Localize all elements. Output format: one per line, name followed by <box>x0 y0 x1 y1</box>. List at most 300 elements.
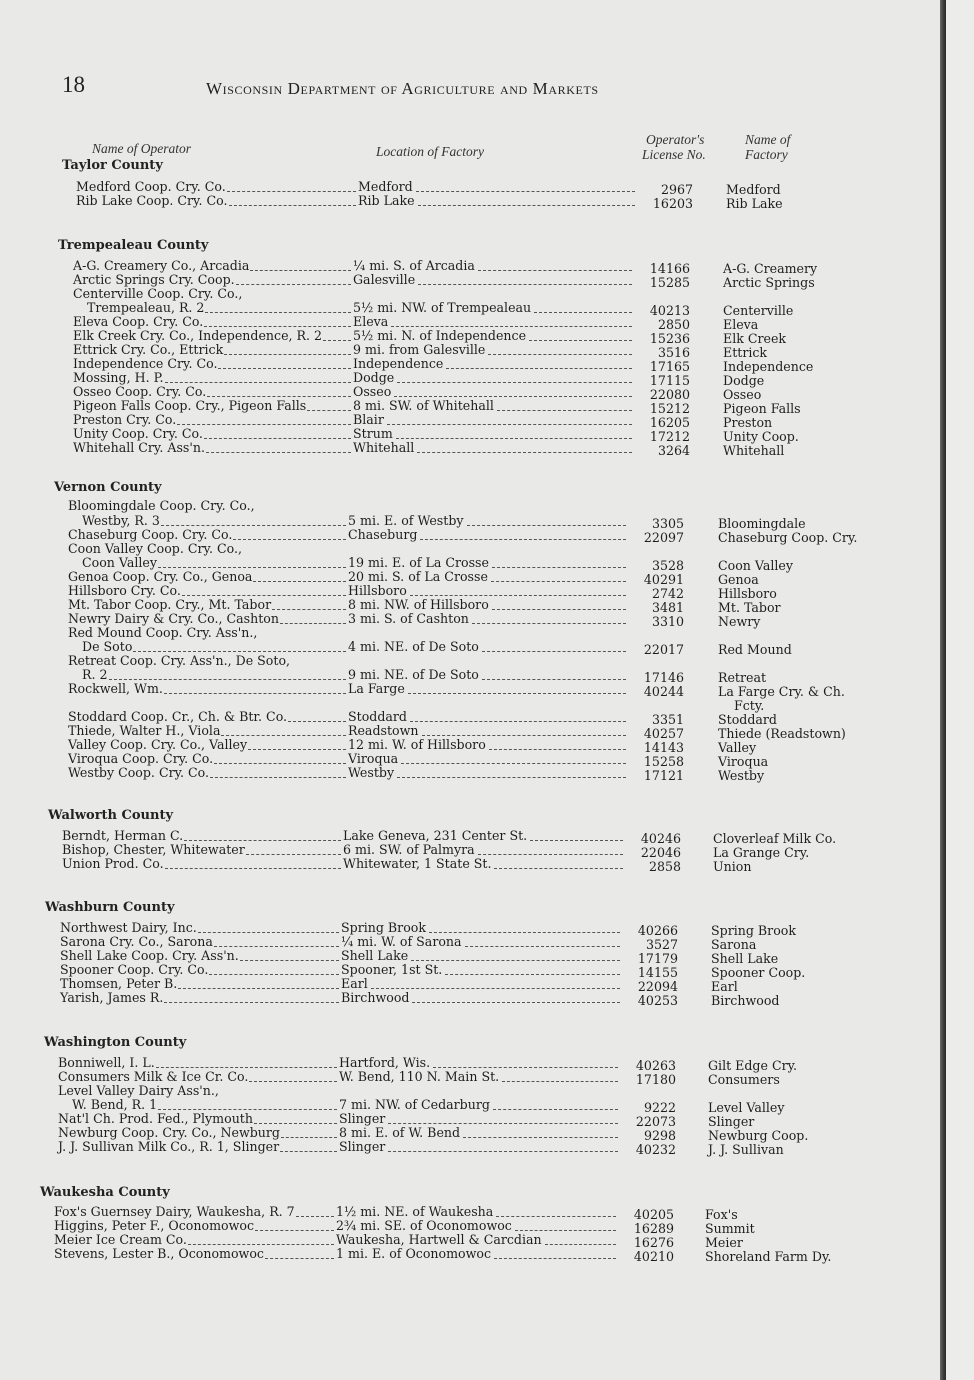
factory-name: Red Mound <box>718 642 792 657</box>
license-number: 22046 <box>640 845 681 860</box>
dot-leader <box>467 524 626 526</box>
dot-leader <box>246 853 341 855</box>
operator-name: Whitehall Cry. Ass'n. <box>73 440 205 455</box>
header-factory-2: Factory <box>745 147 788 162</box>
license-number: 17165 <box>649 359 690 374</box>
county-heading: Washington County <box>44 1035 187 1050</box>
license-number: 9222 <box>643 1100 676 1115</box>
operator-name-cont: De Soto <box>82 639 133 654</box>
factory-location: Eleva <box>353 315 391 329</box>
dot-leader <box>209 973 339 975</box>
factory-location: Westby <box>348 766 397 780</box>
factory-location: 5½ mi. N. of Independence <box>353 329 529 343</box>
dot-leader <box>280 622 346 624</box>
factory-name: Cloverleaf Milk Co. <box>713 831 837 846</box>
dot-leader <box>445 973 620 975</box>
factory-location: Hillsboro <box>348 584 410 598</box>
license-number: 3481 <box>651 600 684 615</box>
county-heading: Vernon County <box>54 480 162 495</box>
factory-location: 1½ mi. NE. of Waukesha <box>336 1205 496 1219</box>
dot-leader <box>164 692 346 694</box>
factory-name: Sarona <box>711 937 757 952</box>
factory-location: 9 mi. from Galesville <box>353 343 488 357</box>
dot-leader <box>323 339 351 341</box>
license-number: 16205 <box>649 415 690 430</box>
license-number: 40232 <box>635 1142 676 1157</box>
factory-location: Whitewater, 1 State St. <box>343 857 494 871</box>
license-number: 15285 <box>649 275 690 290</box>
dot-leader <box>109 678 346 680</box>
license-number: 3305 <box>651 516 684 531</box>
license-number: 40253 <box>637 993 678 1008</box>
dot-leader <box>396 437 632 439</box>
dot-leader <box>492 608 626 610</box>
factory-location: Slinger <box>339 1140 388 1154</box>
license-number: 16203 <box>652 196 693 211</box>
factory-location: Birchwood <box>341 991 412 1005</box>
factory-location: 19 mi. E. of La Crosse <box>348 556 492 570</box>
license-number: 22017 <box>643 642 684 657</box>
county-heading: Trempealeau County <box>58 238 209 253</box>
factory-name: Birchwood <box>711 993 780 1008</box>
dot-leader <box>478 853 623 855</box>
license-number: 3516 <box>657 345 690 360</box>
dot-leader <box>224 353 351 355</box>
dot-leader <box>417 451 632 453</box>
operator-name: Coon Valley Coop. Cry. Co., <box>68 541 242 556</box>
dot-leader <box>177 423 351 425</box>
header-factory-1: Name of <box>745 132 791 147</box>
operator-name: Red Mound Coop. Cry. Ass'n., <box>68 625 258 640</box>
operator-name: Fox's Guernsey Dairy, Waukesha, R. 7 <box>54 1204 295 1219</box>
license-number: 2967 <box>660 182 693 197</box>
factory-location: Whitehall <box>353 441 417 455</box>
dot-leader <box>465 945 620 947</box>
factory-location: 8 mi. SW. of Whitehall <box>353 399 497 413</box>
factory-location: 9 mi. NE. of De Soto <box>348 668 482 682</box>
factory-name: A-G. Creamery <box>723 261 818 276</box>
factory-name: Shoreland Farm Dy. <box>705 1249 832 1264</box>
operator-name: Independence Cry. Co. <box>73 356 218 371</box>
operator-name: Northwest Dairy, Inc. <box>60 920 197 935</box>
dot-leader <box>387 423 632 425</box>
factory-name: Coon Valley <box>718 558 793 573</box>
factory-name: Stoddard <box>718 712 777 727</box>
license-number: 3351 <box>651 712 684 727</box>
license-number: 17115 <box>649 373 690 388</box>
operator-name: Hillsboro Cry. Co. <box>68 583 181 598</box>
factory-name: La Grange Cry. <box>713 845 810 860</box>
factory-location: 6 mi. SW. of Palmyra <box>343 843 478 857</box>
dot-leader <box>418 204 635 206</box>
factory-location: Dodge <box>353 371 397 385</box>
operator-name: Newry Dairy & Cry. Co., Cashton <box>68 611 279 626</box>
factory-location: Galesville <box>353 273 418 287</box>
factory-name: Union <box>713 859 752 874</box>
factory-location: 8 mi. E. of W. Bend <box>339 1126 463 1140</box>
factory-location: ¼ mi. S. of Arcadia <box>353 259 478 273</box>
dot-leader <box>534 311 632 313</box>
license-number: 40291 <box>643 572 684 587</box>
license-number: 40213 <box>649 303 690 318</box>
dot-leader <box>433 1066 618 1068</box>
factory-name: Valley <box>718 740 757 755</box>
factory-name: Centerville <box>723 303 794 318</box>
factory-name: Rib Lake <box>726 196 783 211</box>
operator-name: Preston Cry. Co. <box>73 412 177 427</box>
dot-leader <box>255 1229 334 1231</box>
dot-leader <box>420 538 626 540</box>
factory-location: 20 mi. S. of La Crosse <box>348 570 491 584</box>
dot-leader <box>178 987 339 989</box>
factory-location: Blair <box>353 413 387 427</box>
factory-name: Pigeon Falls <box>723 401 801 416</box>
factory-location: Osseo <box>353 385 394 399</box>
license-number: 9298 <box>643 1128 676 1143</box>
county-heading: Taylor County <box>62 158 163 173</box>
dot-leader <box>188 1243 334 1245</box>
factory-location: Hartford, Wis. <box>339 1056 433 1070</box>
operator-name: Chaseburg Coop. Cry. Co. <box>68 527 233 542</box>
operator-name: Thomsen, Peter B. <box>60 976 178 991</box>
factory-name: Fox's <box>705 1207 738 1222</box>
operator-name: Centerville Coop. Cry. Co., <box>73 286 243 301</box>
operator-name: Osseo Coop. Cry. Co. <box>73 384 207 399</box>
dot-leader <box>482 650 626 652</box>
dot-leader <box>249 1080 337 1082</box>
factory-name: Westby <box>718 768 765 783</box>
dot-leader <box>412 1001 620 1003</box>
dot-leader <box>388 1150 618 1152</box>
license-number: 14155 <box>637 965 678 980</box>
dot-leader <box>236 283 351 285</box>
factory-location: 8 mi. NW. of Hillsboro <box>348 598 492 612</box>
dot-leader <box>408 692 626 694</box>
factory-location: Independence <box>353 357 446 371</box>
factory-location: Viroqua <box>348 752 401 766</box>
dot-leader <box>204 437 351 439</box>
operator-name: Pigeon Falls Coop. Cry., Pigeon Falls <box>73 398 307 413</box>
dot-leader <box>416 190 635 192</box>
dot-leader <box>250 269 351 271</box>
operator-name: Valley Coop. Cry. Co., Valley <box>68 737 248 752</box>
factory-location: 12 mi. W. of Hillsboro <box>348 738 489 752</box>
license-number: 40266 <box>637 923 678 938</box>
dot-leader <box>233 538 346 540</box>
county-heading: Walworth County <box>48 808 174 823</box>
license-number: 15236 <box>649 331 690 346</box>
operator-name: Unity Coop. Cry. Co. <box>73 426 203 441</box>
dot-leader <box>446 367 632 369</box>
factory-name: Thiede (Readstown) <box>718 726 846 741</box>
operator-name: Rib Lake Coop. Cry. Co. <box>76 193 228 208</box>
dot-leader <box>227 190 356 192</box>
operator-name: Meier Ice Cream Co. <box>54 1232 187 1247</box>
factory-name: Shell Lake <box>711 951 779 966</box>
factory-name: Level Valley <box>708 1100 785 1115</box>
dot-leader <box>497 409 632 411</box>
factory-name: Gilt Edge Cry. <box>708 1058 798 1073</box>
dot-leader <box>248 748 346 750</box>
license-number: 17179 <box>637 951 678 966</box>
dot-leader <box>307 409 351 411</box>
dot-leader <box>156 1066 337 1068</box>
factory-name: Genoa <box>718 572 759 587</box>
dot-leader <box>391 325 632 327</box>
dot-leader <box>280 1150 337 1152</box>
operator-name: Medford Coop. Cry. Co. <box>76 179 226 194</box>
page-header <box>62 72 762 104</box>
license-number: 16276 <box>633 1235 674 1250</box>
factory-location: Spooner, 1st St. <box>341 963 445 977</box>
dot-leader <box>545 1243 616 1245</box>
dot-leader <box>205 311 351 313</box>
dot-leader <box>281 1136 337 1138</box>
factory-name: Whitehall <box>723 443 785 458</box>
license-number: 3527 <box>645 937 678 952</box>
operator-name: Consumers Milk & Ice Cr. Co. <box>58 1069 249 1084</box>
dot-leader <box>204 325 351 327</box>
factory-name: Mt. Tabor <box>718 600 781 615</box>
dot-leader <box>272 608 346 610</box>
operator-name-cont: W. Bend, R. 1 <box>72 1097 158 1112</box>
dot-leader <box>388 1122 618 1124</box>
dot-leader <box>158 566 346 568</box>
operator-name: Yarish, James R. <box>60 990 164 1005</box>
factory-name-cont: Fcty. <box>734 698 765 713</box>
dot-leader <box>429 931 620 933</box>
license-number: 40263 <box>635 1058 676 1073</box>
running-title: Wisconsin Department of Agriculture and Markets <box>206 79 599 98</box>
license-number: 3264 <box>657 443 690 458</box>
factory-location: Medford <box>358 180 416 194</box>
dot-leader <box>397 776 626 778</box>
dot-leader <box>394 395 632 397</box>
license-number: 17146 <box>643 670 684 685</box>
operator-name: Arctic Springs Cry. Coop. <box>73 272 235 287</box>
dot-leader <box>529 339 632 341</box>
operator-name: Newburg Coop. Cry. Co., Newburg <box>58 1125 280 1140</box>
factory-name: La Farge Cry. & Ch. <box>718 684 845 699</box>
operator-name-cont: Trempealeau, R. 2 <box>87 300 205 315</box>
factory-name: Spring Brook <box>711 923 796 938</box>
factory-name: Retreat <box>718 670 767 685</box>
operator-name: Shell Lake Coop. Cry. Ass'n. <box>60 948 239 963</box>
dot-leader <box>493 1108 618 1110</box>
operator-name: Thiede, Walter H., Viola <box>68 723 221 738</box>
factory-location: Slinger <box>339 1112 388 1126</box>
factory-name: Eleva <box>723 317 759 332</box>
operator-name-cont: R. 2 <box>82 667 108 682</box>
factory-location: Lake Geneva, 231 Center St. <box>343 829 530 843</box>
dot-leader <box>397 381 632 383</box>
license-number: 2858 <box>648 859 681 874</box>
dot-leader <box>240 959 339 961</box>
dot-leader <box>496 1215 616 1217</box>
dot-leader <box>165 381 351 383</box>
factory-location: Shell Lake <box>341 949 411 963</box>
operator-name: Westby Coop. Cry. Co. <box>68 765 210 780</box>
license-number: 16289 <box>633 1221 674 1236</box>
operator-name: Higgins, Peter F., Oconomowoc <box>54 1218 255 1233</box>
dot-leader <box>371 987 620 989</box>
dot-leader <box>478 269 632 271</box>
operator-name: Genoa Coop. Cry. Co., Genoa <box>68 569 253 584</box>
dot-leader <box>158 1108 337 1110</box>
factory-name: Slinger <box>708 1114 755 1129</box>
operator-name: A-G. Creamery Co., Arcadia <box>73 258 250 273</box>
dot-leader <box>253 580 346 582</box>
license-number: 22094 <box>637 979 678 994</box>
factory-name: Independence <box>723 359 814 374</box>
dot-leader <box>494 867 623 869</box>
dot-leader <box>422 734 626 736</box>
license-number: 17180 <box>635 1072 676 1087</box>
dot-leader <box>488 353 632 355</box>
factory-location: ¼ mi. W. of Sarona <box>341 935 465 949</box>
dot-leader <box>207 395 351 397</box>
operator-name-cont: Westby, R. 3 <box>82 513 160 528</box>
factory-name: Medford <box>726 182 781 197</box>
county-heading: Washburn County <box>45 900 175 915</box>
dot-leader <box>229 204 356 206</box>
dot-leader <box>214 945 339 947</box>
factory-location: Earl <box>341 977 371 991</box>
county-heading: Waukesha County <box>40 1185 170 1200</box>
factory-location: W. Bend, 110 N. Main St. <box>339 1070 502 1084</box>
factory-location: 3 mi. S. of Cashton <box>348 612 472 626</box>
license-number: 22073 <box>635 1114 676 1129</box>
factory-name: Unity Coop. <box>723 429 799 444</box>
dot-leader <box>410 720 626 722</box>
license-number: 17212 <box>649 429 690 444</box>
license-number: 15212 <box>649 401 690 416</box>
factory-name: Bloomingdale <box>718 516 806 531</box>
operator-name: Union Prod. Co. <box>62 856 164 871</box>
operator-name-cont: Coon Valley <box>82 555 157 570</box>
factory-name: Ettrick <box>723 345 768 360</box>
dot-leader <box>198 931 339 933</box>
dot-leader <box>184 839 341 841</box>
operator-name: Retreat Coop. Cry. Ass'n., De Soto, <box>68 653 291 668</box>
factory-name: Earl <box>711 979 738 994</box>
license-number: 40205 <box>633 1207 674 1222</box>
operator-name: Bishop, Chester, Whitewater <box>62 842 245 857</box>
dot-leader <box>502 1080 618 1082</box>
dot-leader <box>214 762 346 764</box>
factory-location: 5½ mi. NW. of Trempealeau <box>353 301 534 315</box>
operator-name: J. J. Sullivan Milk Co., R. 1, Slinger <box>58 1139 280 1154</box>
dot-leader <box>210 776 346 778</box>
dot-leader <box>296 1215 334 1217</box>
factory-name: Viroqua <box>718 754 769 769</box>
dot-leader <box>206 451 351 453</box>
operator-name: Berndt, Herman C. <box>62 828 184 843</box>
operator-name: Stevens, Lester B., Oconomowoc <box>54 1246 264 1261</box>
dot-leader <box>265 1257 334 1259</box>
factory-name: Hillsboro <box>718 586 777 601</box>
dot-leader <box>410 594 626 596</box>
factory-location: 5 mi. E. of Westby <box>348 514 467 528</box>
header-license-2: License No. <box>642 147 706 162</box>
factory-location: Chaseburg <box>348 528 420 542</box>
dot-leader <box>418 283 632 285</box>
dot-leader <box>218 367 351 369</box>
factory-location: Rib Lake <box>358 194 418 208</box>
factory-name: J. J. Sullivan <box>708 1142 784 1157</box>
dot-leader <box>411 959 620 961</box>
dot-leader <box>515 1229 616 1231</box>
dot-leader <box>133 650 346 652</box>
license-number: 3528 <box>651 558 684 573</box>
license-number: 14166 <box>649 261 690 276</box>
operator-name: Nat'l Ch. Prod. Fed., Plymouth <box>58 1111 253 1126</box>
factory-name: Newburg Coop. <box>708 1128 809 1143</box>
dot-leader <box>164 1001 339 1003</box>
license-number: 40246 <box>640 831 681 846</box>
license-number: 2850 <box>657 317 690 332</box>
license-number: 15258 <box>643 754 684 769</box>
factory-location: 4 mi. NE. of De Soto <box>348 640 482 654</box>
dot-leader <box>221 734 346 736</box>
license-number: 40257 <box>643 726 684 741</box>
dot-leader <box>491 580 626 582</box>
factory-name: Newry <box>718 614 761 629</box>
factory-location: 2¾ mi. SE. of Oconomowoc <box>336 1219 515 1233</box>
factory-location: Readstown <box>348 724 422 738</box>
operator-name: Sarona Cry. Co., Sarona <box>60 934 213 949</box>
dot-leader <box>401 762 626 764</box>
factory-name: Chaseburg Coop. Cry. <box>718 530 858 545</box>
operator-name: Spooner Coop. Cry. Co. <box>60 962 209 977</box>
dot-leader <box>288 720 346 722</box>
license-number: 2742 <box>651 586 684 601</box>
factory-location: 1 mi. E. of Oconomowoc <box>336 1247 494 1261</box>
operator-name: Rockwell, Wm. <box>68 681 163 696</box>
license-number: 3310 <box>651 614 684 629</box>
license-number: 40244 <box>643 684 684 699</box>
dot-leader <box>489 748 626 750</box>
header-location: Location of Factory <box>376 144 484 159</box>
dot-leader <box>530 839 623 841</box>
factory-name: Dodge <box>723 373 765 388</box>
factory-location: Waukesha, Hartwell & Carcdian <box>336 1233 545 1247</box>
operator-name: Eleva Coop. Cry. Co. <box>73 314 204 329</box>
license-number: 17121 <box>643 768 684 783</box>
factory-name: Preston <box>723 415 773 430</box>
factory-location: La Farge <box>348 682 408 696</box>
factory-location: Spring Brook <box>341 921 429 935</box>
license-number: 14143 <box>643 740 684 755</box>
operator-name: Mt. Tabor Coop. Cry., Mt. Tabor <box>68 597 272 612</box>
dot-leader <box>254 1122 337 1124</box>
factory-name: Summit <box>705 1221 755 1236</box>
operator-name: Ettrick Cry. Co., Ettrick <box>73 342 224 357</box>
dot-leader <box>161 524 346 526</box>
operator-name: Stoddard Coop. Cr., Ch. & Btr. Co. <box>68 709 288 724</box>
factory-name: Elk Creek <box>723 331 787 346</box>
header-operator: Name of Operator <box>92 141 191 156</box>
factory-name: Arctic Springs <box>723 275 815 290</box>
license-number: 40210 <box>633 1249 674 1264</box>
dot-leader <box>492 566 626 568</box>
factory-name: Osseo <box>723 387 762 402</box>
factory-name: Spooner Coop. <box>711 965 806 980</box>
license-number: 22097 <box>643 530 684 545</box>
dot-leader <box>182 594 346 596</box>
operator-name: Bloomingdale Coop. Cry. Co., <box>68 498 255 513</box>
dot-leader <box>482 678 626 680</box>
